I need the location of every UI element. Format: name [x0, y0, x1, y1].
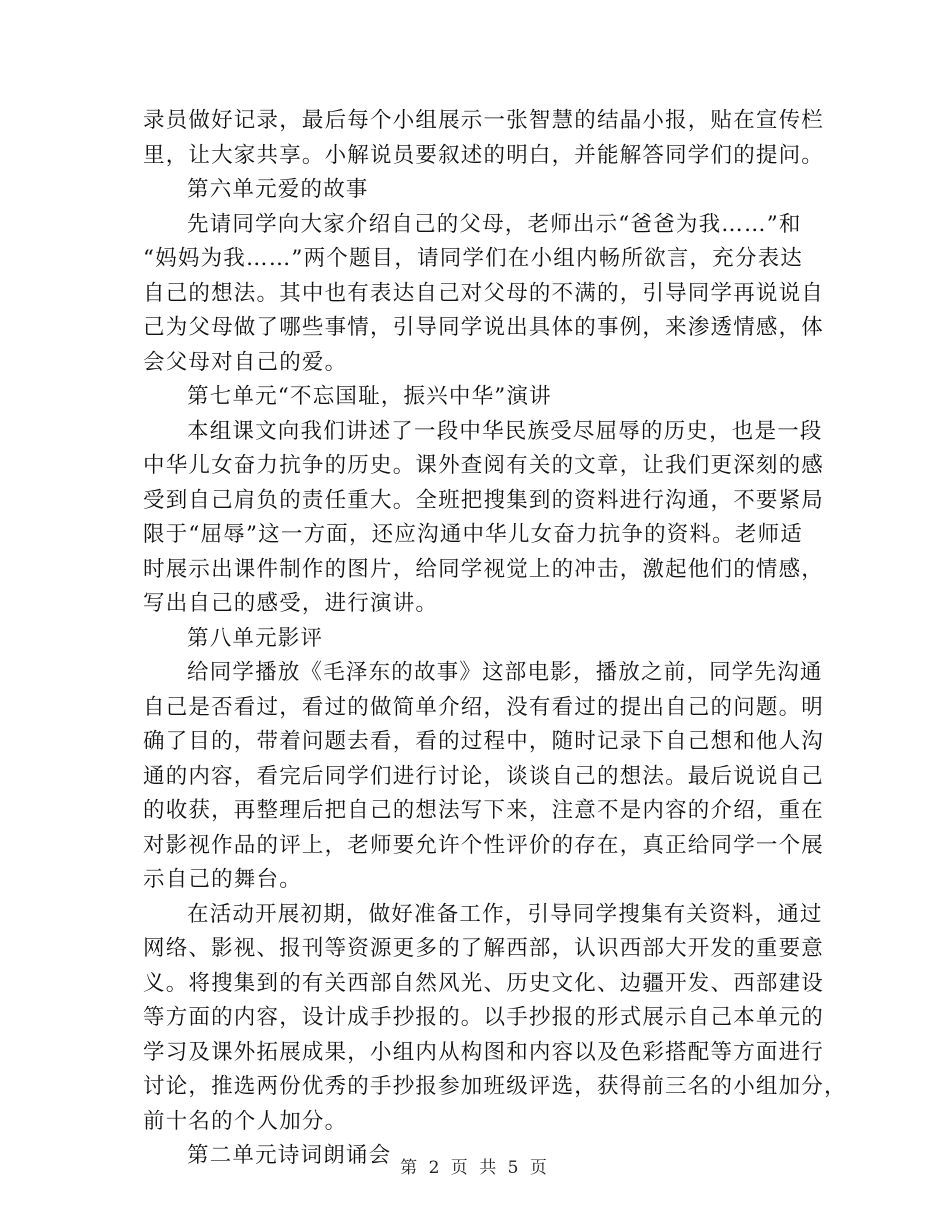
text-line: 确了目的，带着问题去看，看的过程中，随时记录下自己想和他人沟	[143, 729, 825, 754]
text-line: 前十名的个人加分。	[143, 1108, 348, 1134]
text-line: 讨论，推选两份优秀的手抄报参加班级评选，获得前三名的小组加分，	[143, 1074, 847, 1099]
section-heading-unit-7: 第七单元“不忘国耻，振兴中华”演讲	[187, 384, 552, 409]
section-heading-unit-8: 第八单元影评	[187, 625, 324, 651]
text-line: 学习及课外拓展成果，小组内从构图和内容以及色彩搭配等方面进行	[143, 1039, 825, 1065]
text-line: 网络、影视、报刊等资源更多的了解西部，认识西部大开发的重要意	[143, 936, 825, 961]
text-line: 自己的想法。其中也有表达自己对父母的不满的，引导同学再说说自	[143, 280, 825, 306]
text-line: 受到自己肩负的责任重大。全班把搜集到的资料进行沟通，不要紧局	[143, 487, 825, 513]
section-heading-unit-2: 第二单元诗词朗诵会	[187, 1143, 392, 1168]
text-line: 的收获，再整理后把自己的想法写下来，注意不是内容的介绍，重在	[143, 798, 825, 823]
text-line: 先请同学向大家介绍自己的父母，老师出示“爸爸为我……”和	[187, 211, 802, 237]
text-line: 中华儿女奋力抗争的历史。课外查阅有关的文章，让我们更深刻的感	[143, 453, 825, 478]
text-line: 限于“屈辱”这一方面，还应沟通中华儿女奋力抗争的资料。老师适	[143, 522, 803, 547]
text-line: 给同学播放《毛泽东的故事》这部电影，播放之前，同学先沟通	[187, 660, 823, 685]
text-line: 己为父母做了哪些事情，引导同学说出具体的事例，来渗透情感，体	[143, 315, 825, 340]
page-number-footer: 第 2 页 共 5 页	[400, 1158, 550, 1178]
text-line: 时展示出课件制作的图片，给同学视觉上的冲击，激起他们的情感，	[143, 556, 825, 582]
text-line: 等方面的内容，设计成手抄报的。以手抄报的形式展示自己本单元的	[143, 1005, 825, 1030]
text-line: 写出自己的感受，进行演讲。	[143, 591, 439, 616]
text-line: “妈妈为我……”两个题目，请同学们在小组内畅所欲言，充分表达	[143, 246, 803, 271]
text-line: 在活动开展初期，做好准备工作，引导同学搜集有关资料，通过	[187, 901, 823, 927]
document-body	[143, 104, 847, 1174]
text-line: 义。将搜集到的有关西部自然风光、历史文化、边疆开发、西部建设	[143, 970, 825, 996]
section-heading-unit-6: 第六单元爱的故事	[187, 177, 369, 202]
text-line: 对影视作品的评上，老师要允许个性评价的存在，真正给同学一个展	[143, 832, 825, 858]
text-line: 会父母对自己的爱。	[143, 349, 348, 375]
text-line: 示自己的舞台。	[143, 867, 302, 892]
text-line: 里，让大家共享。小解说员要叙述的明白，并能解答同学们的提问。	[143, 142, 825, 168]
text-line: 本组课文向我们讲述了一段中华民族受尽屈辱的历史，也是一段	[187, 418, 823, 444]
text-line: 通的内容，看完后同学们进行讨论，谈谈自己的想法。最后说说自己	[143, 763, 825, 789]
text-line: 自己是否看过，看过的做简单介绍，没有看过的提出自己的问题。明	[143, 694, 825, 720]
text-line: 录员做好记录，最后每个小组展示一张智慧的结晶小报，贴在宣传栏	[143, 108, 825, 133]
